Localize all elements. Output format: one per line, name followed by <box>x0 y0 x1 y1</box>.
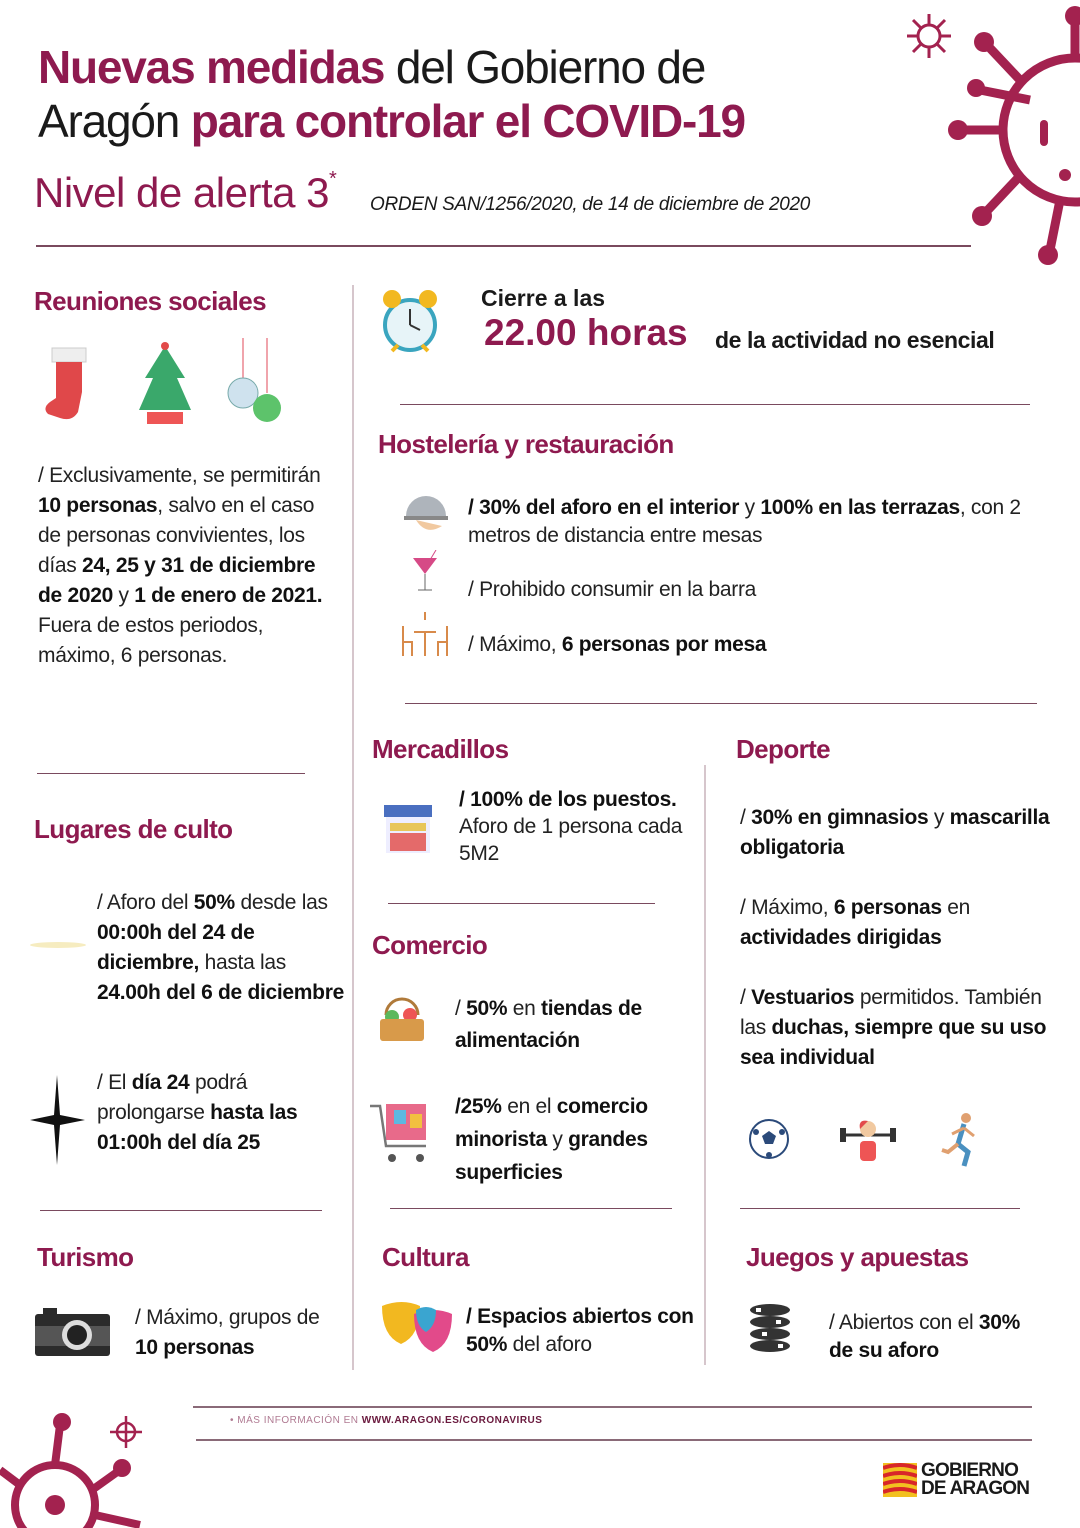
emphasis-text: 30% en gimnasios <box>751 806 929 829</box>
emphasis-text: hasta las 01:00h del día 25 <box>97 1101 298 1154</box>
divider <box>37 773 305 774</box>
text-segment: / Máximo, <box>468 633 562 656</box>
reuniones-text <box>38 461 328 671</box>
turismo-text <box>135 1303 335 1363</box>
divider <box>740 1208 1020 1209</box>
emphasis-text: / 30% del aforo en el interior <box>468 496 740 519</box>
emphasis-text: 50% <box>193 891 235 914</box>
text-segment: Aragón <box>38 95 191 147</box>
emphasis-text: para controlar el COVID-19 <box>190 95 745 147</box>
cloche-icon <box>402 490 450 538</box>
hosteleria-text-aforo <box>468 494 1038 550</box>
cocktail-icon <box>410 550 440 595</box>
gobierno-aragon-logo <box>883 1462 1029 1498</box>
text-segment: en <box>941 896 971 919</box>
title-line-1 <box>38 40 745 94</box>
section-title-deporte: Deporte <box>736 734 831 764</box>
section-title-hosteleria: Hostelería y restauración <box>378 429 674 459</box>
text-segment: , con 2 metros de distancia entre mesas <box>468 496 1021 547</box>
juegos-text <box>829 1309 1049 1365</box>
page-title <box>38 40 745 148</box>
emphasis-text: mascarilla obligatoria <box>740 806 1050 859</box>
section-title-comercio: Comercio <box>372 930 488 960</box>
emphasis-text: tiendas de alimentación <box>455 997 642 1052</box>
text-segment: / <box>740 806 752 829</box>
culto-text-dia24 <box>97 1068 347 1158</box>
mercadillos-text <box>459 786 689 867</box>
cierre-time: 22.00 horas <box>484 312 688 353</box>
alert-level-text: Nivel de alerta 3 <box>34 169 329 216</box>
theater-masks-icon <box>380 1300 456 1354</box>
text-segment: / Máximo, <box>740 896 834 919</box>
emphasis-text: 10 personas <box>38 494 158 517</box>
emphasis-text: 6 personas <box>833 896 942 919</box>
emphasis-text: actividades dirigidas <box>740 926 942 949</box>
emphasis-text: 30% de su aforo <box>829 1311 1020 1362</box>
text-segment: Aforo de 1 persona cada 5M2 <box>459 815 683 865</box>
poker-chips-icon <box>748 1302 792 1358</box>
alarm-clock-icon <box>380 285 440 357</box>
logo-line-1: GOBIERNO <box>921 1460 1019 1481</box>
emphasis-text: 6 personas por mesa <box>561 633 767 656</box>
cierre-line2: de la actividad no esencial <box>715 327 995 353</box>
header-divider <box>36 245 971 247</box>
christmas-stocking-icon <box>42 340 98 425</box>
divider <box>390 1208 672 1209</box>
section-title-reuniones: Reuniones sociales <box>34 286 266 316</box>
text-segment: podrá prolongarse <box>97 1071 248 1124</box>
cierre-line1: Cierre a las <box>481 285 606 311</box>
emphasis-text: día 24 <box>131 1071 190 1094</box>
emphasis-text: Vestuarios <box>751 986 855 1009</box>
emphasis-text: duchas, siempre que su uso sea individual <box>740 1016 1047 1069</box>
text-segment: del Gobierno de <box>384 41 706 93</box>
hosteleria-text-barra <box>468 575 1028 605</box>
section-title-culto: Lugares de culto <box>34 814 233 844</box>
emphasis-text: 1 de enero de 2021. <box>134 584 323 607</box>
star-icon <box>30 1075 85 1165</box>
text-segment: / Exclusivamente, se permitirán <box>38 464 321 487</box>
christmas-tree-icon <box>135 338 195 428</box>
more-info <box>230 1415 542 1426</box>
text-segment: / El <box>97 1071 132 1094</box>
glow-icon <box>28 930 88 960</box>
text-segment: / Aforo del <box>97 891 194 914</box>
shopping-cart-icon <box>368 1100 432 1166</box>
ornaments-icon <box>225 338 285 428</box>
emphasis-text: Nuevas medidas <box>38 41 385 93</box>
deporte-text-vestuarios <box>740 983 1060 1073</box>
comercio-text-alimentacion <box>455 993 690 1057</box>
emphasis-text: / 100% de los puestos. <box>459 788 677 811</box>
text-segment: en el <box>501 1095 557 1118</box>
text-segment: hasta las <box>199 951 286 974</box>
section-title-mercadillos: Mercadillos <box>372 734 509 764</box>
food-basket-icon <box>376 993 428 1045</box>
divider <box>400 404 1030 405</box>
text-segment: , salvo en el caso de personas convivientes, los días <box>38 494 315 577</box>
virus-small-icon <box>905 12 953 60</box>
emphasis-text: 100% en las terrazas <box>760 496 960 519</box>
emphasis-text: / Espacios abiertos <box>466 1305 652 1328</box>
deporte-text-actividades <box>740 893 1060 953</box>
culto-text-aforo <box>97 888 347 1008</box>
cultura-text <box>466 1303 696 1359</box>
divider <box>40 1210 322 1211</box>
virus-icon <box>940 0 1080 270</box>
text-segment: / Máximo, grupos de <box>135 1306 320 1329</box>
virus-bottom-icon <box>0 1410 150 1528</box>
alert-footnote-mark: * <box>329 168 337 190</box>
deporte-text-gimnasios <box>740 803 1060 863</box>
table-chairs-icon <box>400 612 450 658</box>
text-segment: en <box>507 997 542 1020</box>
section-title-cultura: Cultura <box>382 1242 469 1272</box>
section-title-juegos: Juegos y apuestas <box>746 1242 969 1272</box>
text-segment: Fuera de estos periodos, máximo, 6 personas. <box>38 614 264 667</box>
emphasis-text: 00:00h del 24 de diciembre, <box>97 921 255 974</box>
text-segment: del aforo <box>507 1333 592 1356</box>
comercio-text-minorista <box>455 1090 695 1189</box>
aragon-flag-icon <box>883 1463 917 1497</box>
more-info-label: • MÁS INFORMACIÓN EN <box>230 1415 362 1426</box>
soccer-ball-icon <box>748 1118 790 1160</box>
column-divider-right <box>704 765 706 1365</box>
title-line-2 <box>38 94 745 148</box>
emphasis-text: /25% <box>455 1095 502 1118</box>
text-segment: / <box>740 986 752 1009</box>
order-reference: ORDEN SAN/1256/2020, de 14 de diciembre de 2020 <box>370 194 811 215</box>
footer-divider-bottom <box>196 1439 1032 1441</box>
emphasis-text: 10 personas <box>135 1336 255 1359</box>
more-info-link[interactable]: WWW.ARAGON.ES/CORONAVIRUS <box>361 1415 543 1426</box>
hosteleria-text-mesa <box>468 630 1028 660</box>
camera-icon <box>35 1308 110 1356</box>
emphasis-text: 24, 25 y 31 de diciembre de 2020 <box>38 554 316 607</box>
footer-divider-top <box>193 1406 1032 1408</box>
text-segment: / <box>455 997 467 1020</box>
text-segment: y <box>112 584 135 607</box>
logo-line-2: DE ARAGON <box>921 1478 1030 1499</box>
emphasis-text: 24.00h del 6 de diciembre <box>97 981 344 1004</box>
text-segment: desde las <box>234 891 328 914</box>
divider <box>405 703 1037 704</box>
divider <box>388 903 655 904</box>
emphasis-text: grandes superficies <box>455 1128 648 1184</box>
runner-icon <box>940 1110 980 1170</box>
emphasis-text: con 50% <box>466 1305 694 1356</box>
market-stall-icon <box>382 803 434 855</box>
text-segment: permitidos. También las <box>740 986 1042 1039</box>
emphasis-text: 50% <box>466 997 508 1020</box>
column-divider-left <box>352 285 354 1370</box>
text-segment: y <box>739 496 761 519</box>
text-segment: / Abiertos con el <box>829 1311 979 1334</box>
text-segment: / Prohibido consumir en la barra <box>468 578 757 601</box>
emphasis-text: comercio minorista <box>455 1095 648 1151</box>
alert-level <box>34 168 336 217</box>
text-segment: y <box>928 806 950 829</box>
section-title-turismo: Turismo <box>37 1242 134 1272</box>
weightlifter-icon <box>838 1115 898 1165</box>
text-segment: y <box>546 1128 569 1151</box>
